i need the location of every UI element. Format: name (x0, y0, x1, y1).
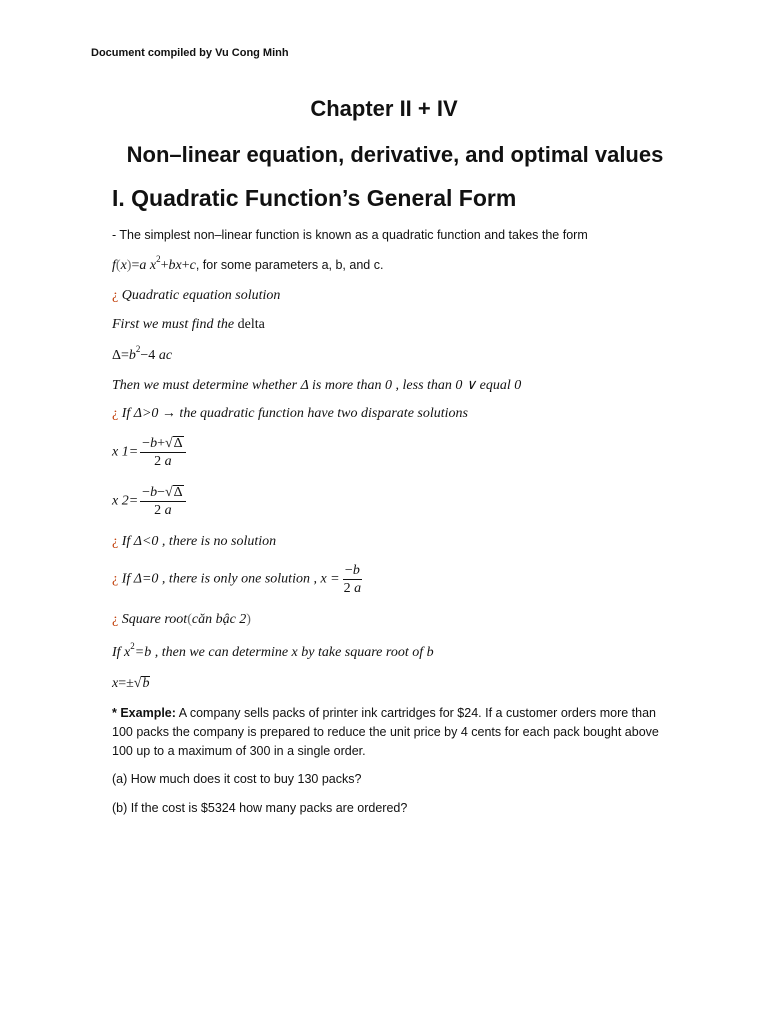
inverted-question-mark: ¿ (112, 534, 119, 549)
section-title: I. Quadratic Function’s General Form (112, 185, 517, 211)
chapter-title: Chapter II + IV (310, 96, 458, 121)
x2-formula: x 2= $\frac{-b-√\Delta}{2 a}$ (112, 485, 188, 518)
if-x-squared-prefix: If x (112, 645, 131, 660)
intro-text: - The simplest non–linear function is known as a quadratic function and takes the form (112, 228, 588, 242)
case-positive-text: If Δ>0 → the quadratic function have two disparate solutions (121, 406, 468, 421)
delta-formula: $\Delta=b^2-4$ ac (112, 344, 173, 363)
find-delta-line (112, 317, 265, 333)
case-zero: ¿ If Δ=0 , there is only one solution , x = $\frac{-b}{2 a}$ (112, 563, 362, 596)
general-form-formula: f(x)=a $x^2+bx+c$ (112, 254, 196, 273)
square-root-heading: ¿ Square root(căn bậc 2) (112, 612, 251, 627)
find-delta-text: First we must find the (112, 317, 235, 332)
solution-heading (112, 288, 280, 304)
square-root-paren-text: căn bậc 2 (191, 612, 247, 627)
question-a: (a) How much does it cost to buy 130 packs? (112, 772, 362, 786)
square-root-heading-text: Square root (121, 612, 188, 627)
case-positive (112, 406, 468, 422)
inverted-question-mark: ¿ (112, 406, 119, 421)
general-form-line (112, 254, 384, 274)
delta-word: delta (237, 317, 265, 332)
inverted-question-mark: ¿ (112, 612, 119, 627)
general-form-suffix: , for some parameters a, b, and c. (195, 258, 384, 272)
if-x-squared-line: If $x^2=b$ , then we can determine x by take square root of b (112, 641, 434, 660)
if-x-squared-rest: =b , then we can determine x by take square root of b (134, 645, 434, 660)
inverted-question-mark: ¿ (112, 571, 119, 587)
case-negative (112, 534, 276, 550)
solution-heading-text: Quadratic equation solution (121, 288, 281, 303)
plus-minus-root-formula: x=±√b (112, 676, 150, 691)
determine-line: Then we must determine whether Δ is more than 0 , less than 0 ∨ equal 0 (112, 378, 522, 393)
case-negative-text: If Δ<0 , there is no solution (121, 534, 277, 549)
chapter-subtitle: Non–linear equation, derivative, and optimal values (126, 142, 664, 167)
inverted-question-mark: ¿ (112, 288, 119, 303)
example-text: A company sells packs of printer ink cartridges for $24. If a customer orders more than 100 packs the company is prepared to reduce the unit price by 4 cents for each pack bought above 100 up to a maximum of 300 in a single order. (112, 706, 659, 758)
case-zero-text: If Δ=0 , there is only one solution , x = (121, 571, 340, 587)
x1-formula: x 1= $\frac{-b+√\Delta}{2 a}$ (112, 436, 188, 469)
question-b: (b) If the cost is $5324 how many packs are ordered? (112, 801, 408, 815)
example-paragraph (112, 704, 672, 761)
example-label: * Example: (112, 706, 176, 720)
header-note: Document compiled by Vu Cong Minh (91, 47, 289, 59)
